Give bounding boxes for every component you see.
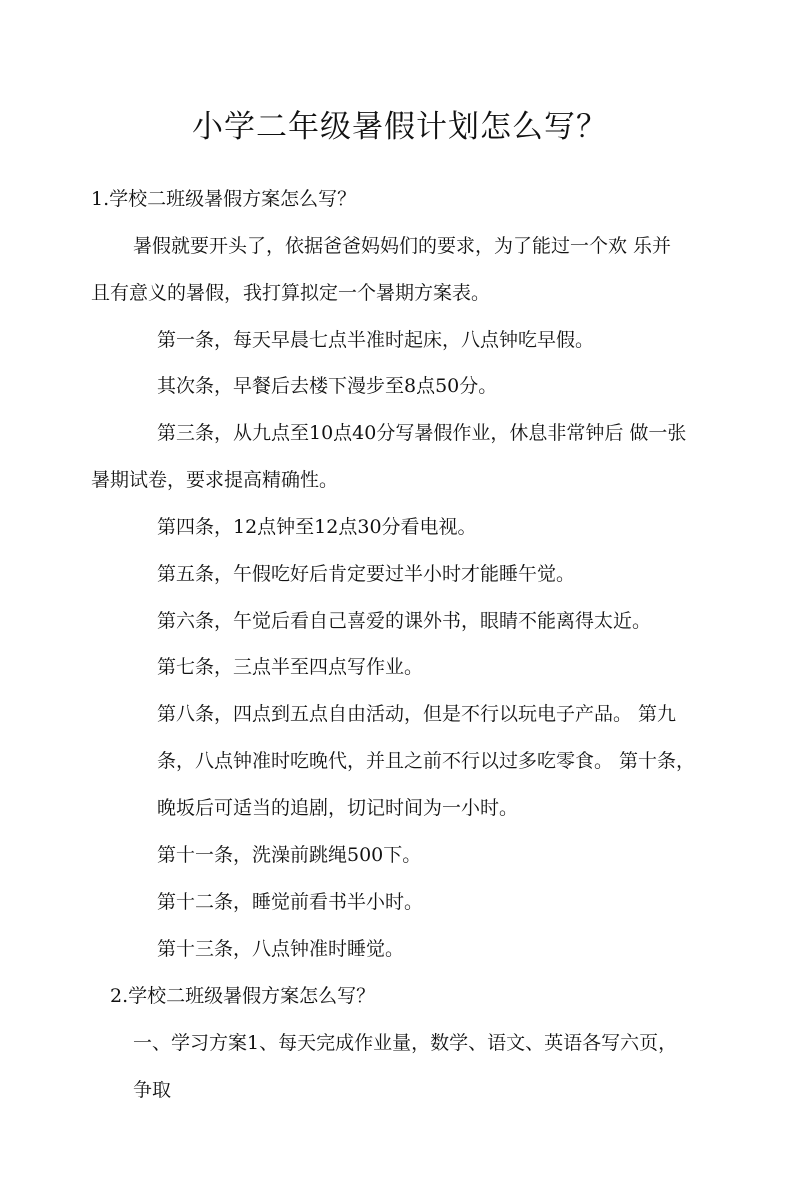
plan-item-continued: 晚坂后可适当的追剧，切记时间为一小时。 [157,797,519,819]
section-heading-2: 2.学校二班级暑假方案怎么写？ [110,985,376,1007]
plan-item-continued: 条，八点钟准时吃晚代，并且之前不行以过多吃零食。 第十条， [157,750,696,772]
paragraph-line: 暑假就要开头了，依据爸爸妈妈们的要求，为了能过一个欢 乐并 [133,235,672,257]
plan-item: 第五条，午假吃好后肯定要过半小时才能睡午觉。 [157,563,576,585]
plan-item: 第十三条，八点钟准时睡觉。 [157,938,405,960]
paragraph-line: 且有意义的暑假，我打算拟定一个暑期方案表。 [91,282,491,304]
plan-item: 第八条，四点到五点自由活动，但是不行以玩电子产品。 第九 [157,703,677,725]
plan-item: 第十一条，洗澡前跳绳500下。 [157,844,422,866]
plan-item: 第一条，每天早晨七点半准时起床，八点钟吃早假。 [157,329,595,351]
paragraph-line: 争取 [133,1079,172,1101]
section-heading-1: 1.学校二班级暑假方案怎么写？ [91,188,357,210]
plan-item: 第四条，12点钟至12点30分看电视。 [157,516,477,538]
document-title: 小学二年级暑假计划怎么写？ [192,109,608,145]
plan-item: 第七条，三点半至四点写作业。 [157,656,424,678]
plan-item: 第六条，午觉后看自己喜爱的课外书，眼睛不能离得太近。 [157,610,652,632]
plan-item: 第三条，从九点至10点40分写暑假作业，休息非常钟后 做一张 [157,422,687,444]
plan-item: 其次条，早餐后去楼下漫步至8点50分。 [157,375,498,397]
paragraph-line: 一、学习方案1、每天完成作业量，数学、语文、英语各写六页， [133,1032,678,1054]
plan-item: 第十二条，睡觉前看书半小时。 [157,891,424,913]
plan-item-continued: 暑期试卷，要求提高精确性。 [91,469,339,491]
